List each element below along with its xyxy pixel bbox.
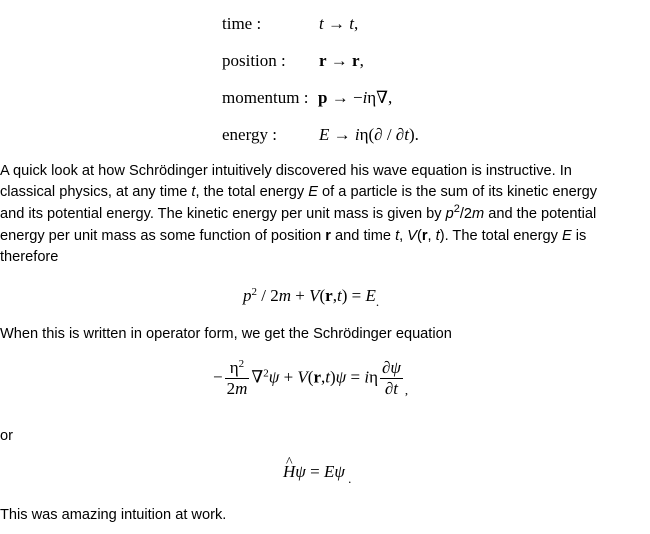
text-line: energy per unit mass as some function of position r and time t, V(r, t). The total energy E is — [0, 228, 587, 244]
operator-expression: E → iη(∂ / ∂t). — [319, 125, 419, 144]
equation-hamiltonian: ^ Hψ = Eψ $_.$ — [283, 461, 351, 490]
closing-text: This was amazing intuition at work. — [0, 507, 227, 523]
connector-text: or — [0, 428, 13, 444]
equation-schrodinger: − $\frac{\eta^2}{2m}$ ∇$^2$ψ + V(r,t)ψ = iη $\frac{\partial\psi}{\partial t}$ $_,$ — [213, 358, 409, 398]
operator-expression: r → r, — [319, 51, 364, 70]
text-line: classical physics, at any time t, the total energy E of a particle is the sum of its kinetic energy — [0, 184, 598, 200]
operator-label: position : — [222, 51, 286, 70]
operator-expression: t → t, — [319, 14, 359, 33]
paragraph-operator-form: When this is written in operator form, we get the Schrödinger equation — [0, 326, 452, 342]
fraction-hbar-2m: $\frac{\eta^2}{2m}$ — [226, 358, 248, 398]
operator-label: momentum : — [222, 88, 309, 107]
fraction-partial-psi-t: $\frac{\partial\psi}{\partial t}$ — [381, 358, 401, 398]
text-line: and its potential energy. The kinetic energy per unit mass is given by $p^2/2m$ and the potential — [0, 203, 597, 222]
text-line: A quick look at how Schrödinger intuitively discovered his wave equation is instructive. In — [0, 163, 572, 179]
text-line: therefore — [0, 249, 59, 265]
equation-energy-sum: $p^2 / 2m + V(r,t) = E_.$ — [243, 286, 380, 309]
operator-label: energy : — [222, 125, 277, 144]
operator-expression: p → −iη∇, — [318, 88, 393, 107]
operator-label: time : — [222, 14, 262, 33]
